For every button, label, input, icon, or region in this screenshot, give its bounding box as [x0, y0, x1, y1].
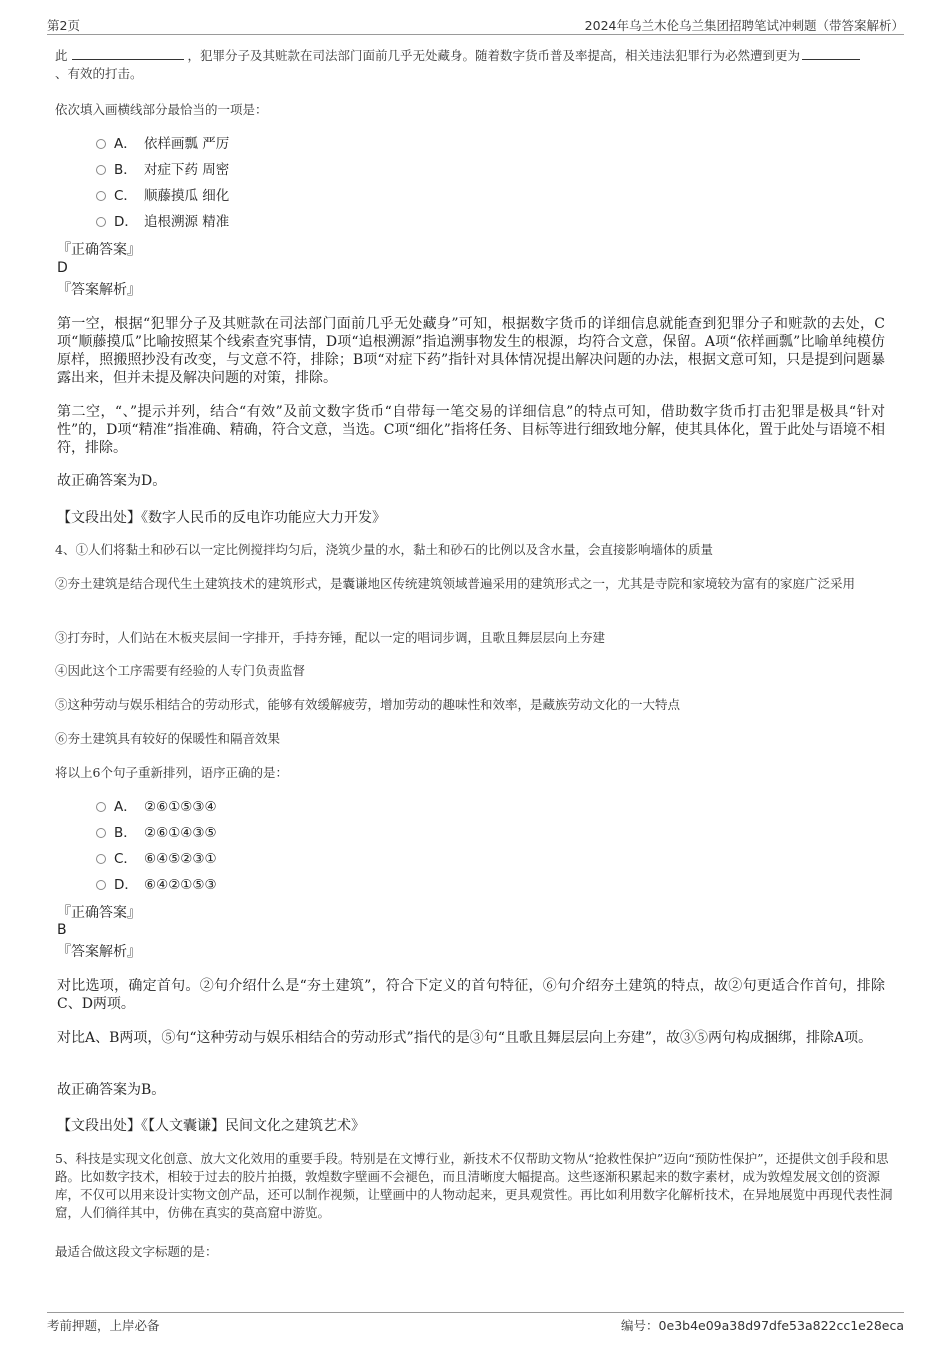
- q4-analysis-para-1: 对比选项，确定首句。②句介绍什么是“夯土建筑”，符合下定义的首句特征，⑥句介绍夯土建筑的特点，故②句更适合作首句，排除C、D两项。: [57, 978, 885, 1012]
- q4-prompt: 将以上6个句子重新排列，语序正确的是：: [55, 765, 288, 780]
- q3-option-c[interactable]: C． 顺藤摸瓜 细化: [96, 187, 229, 205]
- q3-answer: D: [57, 260, 68, 276]
- q3-option-d[interactable]: D． 追根溯源 精准: [96, 213, 229, 231]
- footer-slogan: 考前押题，上岸必备: [47, 1318, 160, 1333]
- radio-icon[interactable]: [96, 880, 106, 890]
- q4-option-c[interactable]: C． ⑥④⑤②③①: [96, 850, 217, 868]
- q4-analysis-label: 『答案解析』: [57, 944, 141, 960]
- document-id: 编号：0e3b4e09a38d97dfe53a822cc1e28eca: [621, 1318, 904, 1333]
- radio-icon[interactable]: [96, 165, 106, 175]
- radio-icon[interactable]: [96, 139, 106, 149]
- q3-analysis-para-1: 第一空，根据“犯罪分子及其赃款在司法部门面前几乎无处藏身”可知，根据数字货币的详细信息就能查到犯罪分子和赃款的去处，C项“顺藤摸瓜”比喻按照某个线索查究事情，D项“追根溯源”指追溯事物发生的根源，均符合文意，保留。A项“依样画瓢”比喻单纯模仿原样，照搬照抄没有改变，与文意不符，排除；B项“对症下药”指针对具体情况提出解决问题的办法，根据文意可知，只是提到问题暴露出来，但并未提及解决问题的对策，排除。: [57, 316, 885, 386]
- q5-stem: 5、科技是实现文化创意、放大文化效用的重要手段。特别是在文博行业，新技术不仅帮助文物从“抢救性保护”迈向“预防性保护”，还提供文创手段和思路。比如数字技术，相较于过去的胶片拍摄，敦煌数字壁画不会褪色，而且清晰度大幅提高。这些逐渐积累起来的数字素材，成为敦煌发展文创的资源库，不仅可以用来设计实物文创产品，还可以制作视频，让壁画中的人物动起来，更具观赏性。再比如利用数字化解析技术，在异地展览中再现代表性洞窟，人们徜徉其中，仿佛在真实的莫高窟中游览。: [55, 1151, 893, 1220]
- q5-prompt: 最适合做这段文字标题的是：: [55, 1244, 218, 1259]
- q4-sentence-4: ④因此这个工序需要有经验的人专门负责监督: [55, 663, 306, 678]
- q4-option-a[interactable]: A． ②⑥①⑤③④: [96, 798, 217, 816]
- radio-icon[interactable]: [96, 854, 106, 864]
- page-number: 第2页: [47, 18, 80, 33]
- q4-sentence-5: ⑤这种劳动与娱乐相结合的劳动形式，能够有效缓解疲劳，增加劳动的趣味性和效率，是藏族劳动文化的一大特点: [55, 697, 681, 712]
- radio-icon[interactable]: [96, 191, 106, 201]
- q3-option-b[interactable]: B． 对症下药 周密: [96, 161, 229, 179]
- q4-source: 【文段出处】《【人文囊谦】民间文化之建筑艺术》: [57, 1118, 365, 1134]
- fill-blank-1: [72, 46, 184, 60]
- radio-icon[interactable]: [96, 802, 106, 812]
- q4-analysis-conclusion: 故正确答案为B。: [57, 1082, 166, 1098]
- q3-prompt: 依次填入画横线部分最恰当的一项是：: [55, 102, 268, 117]
- q4-option-b[interactable]: B． ②⑥①④③⑤: [96, 824, 217, 842]
- q4-option-d[interactable]: D． ⑥④②①⑤③: [96, 876, 217, 894]
- q3-analysis-para-2: 第二空，“、”提示并列，结合“有效”及前文数字货币“自带每一笔交易的详细信息”的特点可知，借助数字货币打击犯罪是极具“针对性”的，D项“精准”指准确、精确，符合文意，当选。C项“细化”指将任务、目标等进行细致地分解，使其具体化，置于此处与语境不相符，排除。: [57, 404, 885, 456]
- q3-analysis-label: 『答案解析』: [57, 282, 141, 298]
- q3-option-a[interactable]: A． 依样画瓢 严厉: [96, 135, 229, 153]
- fill-blank-2: [802, 46, 860, 60]
- q3-answer-label: 『正确答案』: [57, 242, 141, 258]
- q3-source: 【文段出处】《数字人民币的反电诈功能应大力开发》: [57, 510, 386, 526]
- q4-sentence-6: ⑥夯土建筑具有较好的保暖性和隔音效果: [55, 731, 281, 746]
- q4-analysis-para-2: 对比A、B两项，⑤句“这种劳动与娱乐相结合的劳动形式”指代的是③句“且歌且舞层层向上夯建”，故③⑤两句构成捆绑，排除A项。: [57, 1030, 873, 1046]
- q3-stem-continuation: 此 ，犯罪分子及其赃款在司法部门面前几乎无处藏身。随着数字货币普及率提高，相关违法犯罪行为必然遭到更为 、有效的打击。: [55, 46, 895, 83]
- q4-sentence-1: 4、①人们将黏土和砂石以一定比例搅拌均匀后，浇筑少量的水，黏土和砂石的比例以及含水量，会直接影响墙体的质量: [55, 542, 713, 557]
- q4-answer: B: [57, 922, 67, 938]
- q3-analysis-conclusion: 故正确答案为D。: [57, 473, 167, 489]
- radio-icon[interactable]: [96, 217, 106, 227]
- radio-icon[interactable]: [96, 828, 106, 838]
- page-header: [47, 14, 904, 35]
- q4-answer-label: 『正确答案』: [57, 905, 141, 921]
- page-footer: [47, 1312, 904, 1335]
- q4-sentence-3: ③打夯时，人们站在木板夹层间一字排开，手持夯锤，配以一定的唱词步调，且歌且舞层层向上夯建: [55, 630, 606, 645]
- document-title: 2024年乌兰木伦乌兰集团招聘笔试冲刺题（带答案解析）: [584, 18, 904, 33]
- q4-sentence-2: ②夯土建筑是结合现代生土建筑技术的建筑形式，是囊谦地区传统建筑领域普遍采用的建筑形式之一，尤其是寺院和家境较为富有的家庭广泛采用: [55, 576, 856, 591]
